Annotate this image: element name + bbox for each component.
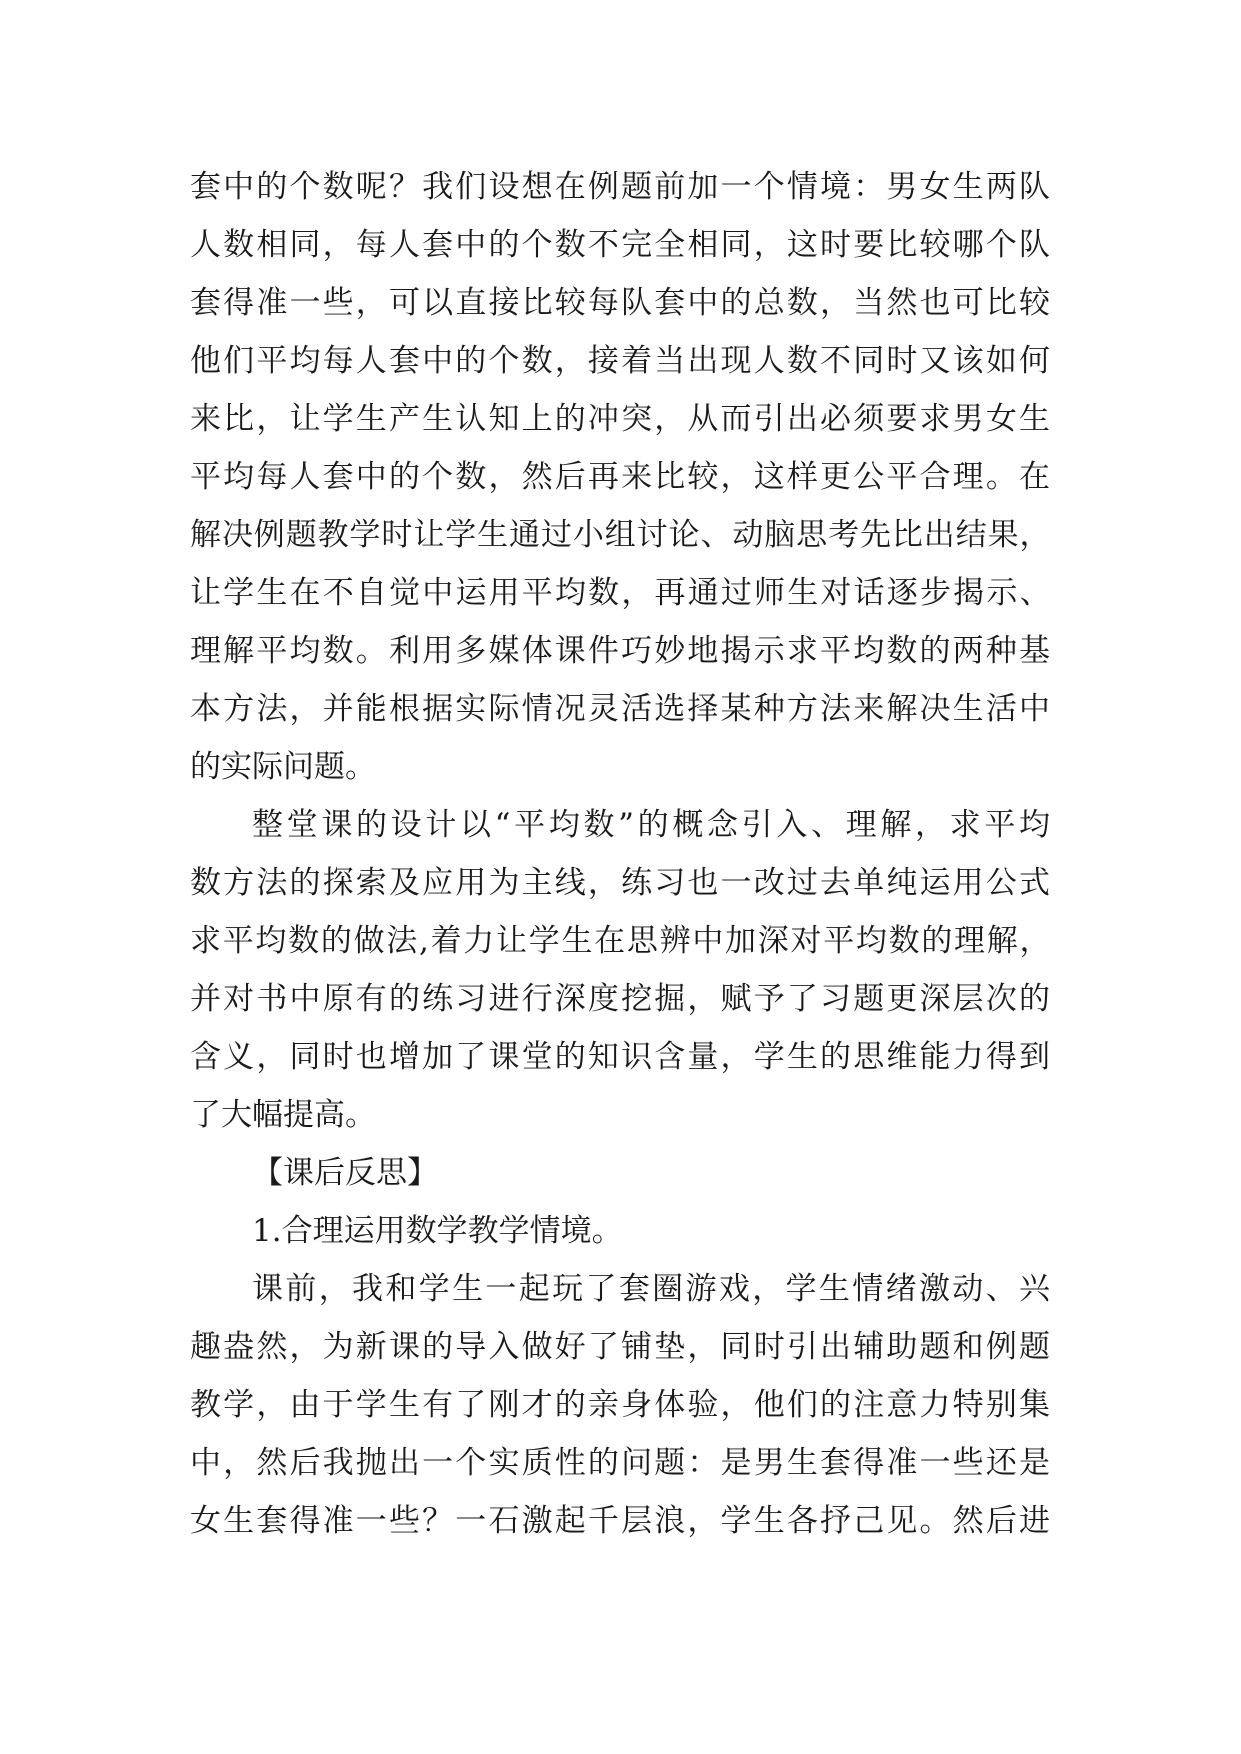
text-line: 教学，由于学生有了刚才的亲身体验，他们的注意力特别集: [190, 1387, 1050, 1423]
text-line: 本方法，并能根据实际情况灵活选择某种方法来解决生活中: [190, 691, 1050, 727]
text-line: 趣盎然，为新课的导入做好了铺垫，同时引出辅助题和例题: [190, 1329, 1050, 1365]
text-line: 并对书中原有的练习进行深度挖掘，赋予了习题更深层次的: [190, 981, 1050, 1017]
text-line: 套得准一些，可以直接比较每队套中的总数，当然也可比较: [190, 285, 1050, 321]
paragraph-first-line: 课前，我和学生一起玩了套圈游戏，学生情绪激动、兴: [252, 1271, 1050, 1307]
text-line: 中，然后我抛出一个实质性的问题：是男生套得准一些还是: [190, 1445, 1050, 1481]
text-line: 解决例题教学时让学生通过小组讨论、动脑思考先比出结果，: [190, 517, 1050, 553]
text-line: 套中的个数呢？我们设想在例题前加一个情境：男女生两队: [190, 169, 1050, 205]
text-line: 来比，让学生产生认知上的冲突，从而引出必须要求男女生: [190, 401, 1050, 437]
text-line: 求平均数的做法,着力让学生在思辨中加深对平均数的理解，: [190, 923, 1050, 959]
text-line: 数方法的探索及应用为主线，练习也一改过去单纯运用公式: [190, 865, 1050, 901]
paragraph-first-line: 整堂课的设计以“平均数”的概念引入、理解，求平均: [252, 807, 1050, 843]
section-heading: 【课后反思】: [252, 1155, 438, 1191]
text-line: 他们平均每人套中的个数，接着当出现人数不同时又该如何: [190, 343, 1050, 379]
text-line: 含义，同时也增加了课堂的知识含量，学生的思维能力得到: [190, 1039, 1050, 1075]
text-line: 理解平均数。利用多媒体课件巧妙地揭示求平均数的两种基: [190, 633, 1050, 669]
text-line: 的实际问题。: [190, 749, 376, 785]
text-line: 了大幅提高。: [190, 1097, 376, 1133]
text-line: 让学生在不自觉中运用平均数，再通过师生对话逐步揭示、: [190, 575, 1050, 611]
text-line: 女生套得准一些？一石激起千层浪，学生各抒己见。然后进: [190, 1503, 1050, 1539]
numbered-heading: 1.合理运用数学教学情境。: [252, 1213, 623, 1249]
text-line: 人数相同，每人套中的个数不完全相同，这时要比较哪个队: [190, 227, 1050, 263]
text-line: 平均每人套中的个数，然后再来比较，这样更公平合理。在: [190, 459, 1050, 495]
body-text: [190, 158, 1050, 1550]
